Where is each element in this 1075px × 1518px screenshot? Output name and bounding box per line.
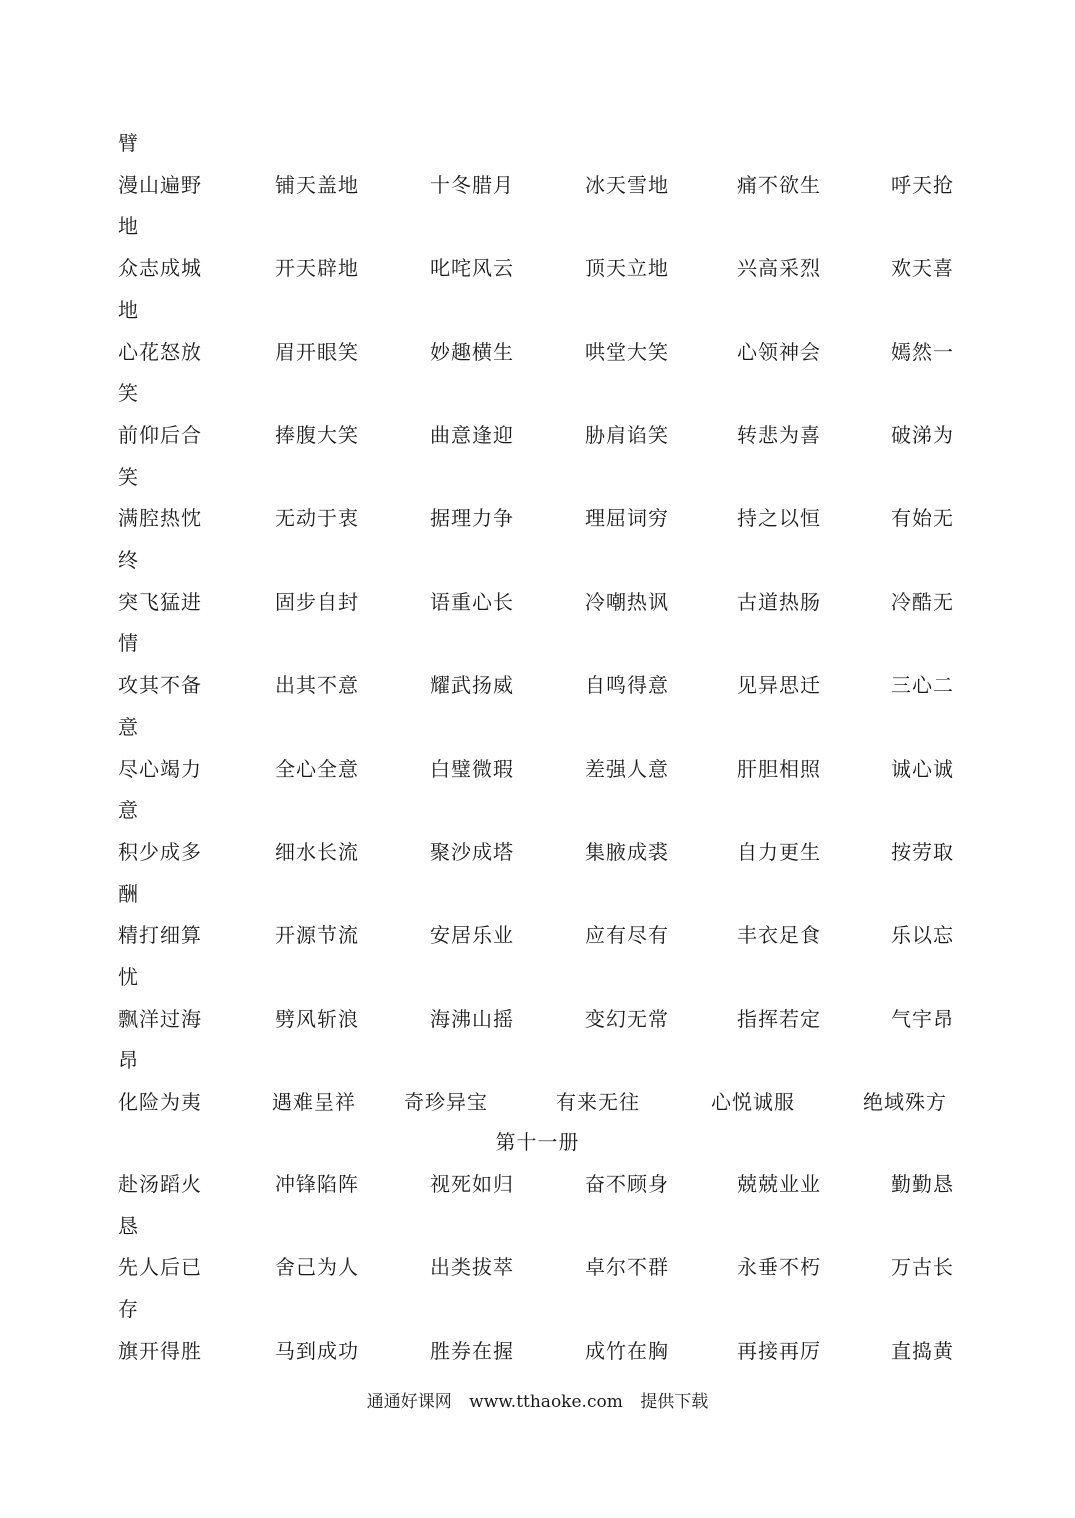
idiom: 兢兢业业 [737, 1172, 821, 1196]
idiom: 恳 [118, 1213, 139, 1238]
idiom-row-continuation [0, 456, 1075, 498]
idiom: 劈风斩浪 [275, 1006, 359, 1031]
idiom: 漫山遍野 [118, 172, 202, 197]
idiom: 无动于衷 [275, 506, 359, 531]
idiom-row-continuation [0, 289, 1075, 331]
idiom-row [0, 998, 1075, 1040]
idiom: 铺天盖地 [275, 172, 359, 197]
idiom: 心花怒放 [118, 339, 202, 364]
idiom: 固步自封 [275, 589, 359, 614]
footer-url[interactable]: www.tthaoke.com [469, 1392, 623, 1412]
idiom: 理屈词穷 [585, 506, 669, 531]
idiom: 开源节流 [275, 923, 359, 948]
idiom: 细水长流 [275, 839, 359, 864]
idiom-row [0, 1163, 1075, 1205]
idiom: 勤勤恳 [891, 1172, 954, 1196]
idiom: 前仰后合 [118, 422, 202, 447]
idiom: 再接再厉 [737, 1338, 821, 1363]
idiom: 嫣然一 [891, 339, 954, 364]
idiom-row [0, 331, 1075, 373]
idiom-row-continuation [0, 122, 1075, 164]
idiom: 终 [118, 548, 139, 572]
idiom: 胁肩谄笑 [585, 422, 669, 447]
idiom-row [0, 748, 1075, 790]
idiom: 冲锋陷阵 [275, 1172, 359, 1196]
idiom: 妙趣横生 [430, 339, 514, 364]
idiom-row-continuation [0, 956, 1075, 998]
idiom: 精打细算 [118, 923, 202, 948]
idiom: 气宇昂 [891, 1006, 954, 1031]
idiom: 按劳取 [891, 839, 954, 864]
idiom: 变幻无常 [585, 1006, 669, 1031]
idiom-row-continuation [0, 873, 1075, 915]
idiom: 满腔热忱 [118, 506, 202, 531]
idiom: 忧 [118, 965, 139, 989]
idiom: 马到成功 [275, 1338, 359, 1363]
idiom: 成竹在胸 [585, 1338, 669, 1363]
idiom: 有始无 [891, 506, 954, 531]
idiom: 据理力争 [430, 506, 514, 531]
idiom: 乐以忘 [891, 923, 954, 948]
idiom: 三心二 [891, 673, 954, 698]
idiom: 永垂不朽 [737, 1255, 821, 1280]
idiom: 出其不意 [275, 673, 359, 698]
idiom: 突飞猛进 [118, 589, 202, 614]
idiom: 直捣黄 [891, 1338, 954, 1363]
idiom: 攻其不备 [118, 673, 202, 698]
idiom: 古道热肠 [737, 589, 821, 614]
idiom: 笑 [118, 464, 139, 489]
idiom: 十冬腊月 [430, 172, 514, 197]
idiom: 酬 [118, 881, 139, 906]
idiom-row-continuation [0, 372, 1075, 414]
idiom: 笑 [118, 381, 139, 406]
idiom-row-continuation [0, 1039, 1075, 1081]
idiom: 冷酷无 [891, 589, 954, 614]
idiom: 意 [118, 798, 139, 823]
idiom: 积少成多 [118, 839, 202, 864]
idiom: 心领神会 [737, 339, 821, 364]
idiom: 捧腹大笑 [275, 422, 359, 447]
idiom: 呼天抢 [891, 172, 954, 197]
idiom: 应有尽有 [585, 923, 669, 948]
idiom: 绝域殊方 [863, 1090, 947, 1115]
idiom-row [0, 1246, 1075, 1288]
idiom: 赴汤蹈火 [118, 1172, 202, 1196]
idiom: 见异思迁 [737, 673, 821, 698]
idiom-row-continuation [0, 706, 1075, 748]
idiom: 开天辟地 [275, 256, 359, 281]
idiom: 奋不顾身 [585, 1172, 669, 1196]
idiom: 出类拔萃 [430, 1255, 514, 1280]
idiom-row-continuation [0, 539, 1075, 581]
idiom: 耀武扬威 [430, 673, 514, 698]
idiom: 冷嘲热讽 [585, 589, 669, 614]
idiom-row-continuation [0, 789, 1075, 831]
idiom: 旗开得胜 [118, 1338, 202, 1363]
idiom: 叱咤风云 [430, 256, 514, 281]
idiom: 飘洋过海 [118, 1006, 202, 1031]
idiom: 顶天立地 [585, 256, 669, 281]
idiom: 肝胆相照 [737, 756, 821, 781]
idiom: 视死如归 [430, 1172, 514, 1196]
idiom: 地 [118, 214, 139, 239]
idiom: 尽心竭力 [118, 756, 202, 781]
idiom: 有来无往 [556, 1090, 640, 1115]
idiom-row [0, 914, 1075, 956]
idiom: 安居乐业 [430, 923, 514, 948]
idiom: 眉开眼笑 [275, 339, 359, 364]
idiom: 情 [118, 631, 139, 656]
idiom: 化险为夷 [118, 1090, 202, 1115]
idiom: 语重心长 [430, 589, 514, 614]
section-title: 第十一册 [495, 1130, 580, 1154]
idiom: 曲意逢迎 [430, 422, 514, 447]
footer-suffix: 提供下载 [640, 1392, 709, 1412]
idiom: 指挥若定 [737, 1006, 821, 1031]
idiom-row-continuation [0, 622, 1075, 664]
idiom: 集腋成裘 [585, 839, 669, 864]
idiom-row [0, 581, 1075, 623]
idiom: 痛不欲生 [737, 172, 821, 197]
idiom: 存 [118, 1297, 139, 1322]
idiom: 自力更生 [737, 839, 821, 864]
idiom: 破涕为 [891, 422, 954, 447]
idiom: 差强人意 [585, 756, 669, 781]
idiom-row [0, 247, 1075, 289]
idiom-row-continuation [0, 1288, 1075, 1330]
idiom-row [0, 164, 1075, 206]
idiom: 欢天喜 [891, 256, 954, 281]
idiom: 全心全意 [275, 756, 359, 781]
idiom: 兴高采烈 [737, 256, 821, 281]
idiom-row [0, 1081, 1075, 1123]
footer-site-name: 通通好课网 [366, 1392, 452, 1412]
idiom: 海沸山摇 [430, 1006, 514, 1031]
idiom: 地 [118, 297, 139, 322]
idiom: 舍己为人 [275, 1255, 359, 1280]
idiom: 万古长 [891, 1255, 954, 1280]
idiom-row [0, 497, 1075, 539]
idiom: 聚沙成塔 [430, 839, 514, 864]
idiom: 意 [118, 714, 139, 739]
idiom: 卓尔不群 [585, 1255, 669, 1280]
idiom-row [0, 831, 1075, 873]
footer [0, 1384, 1075, 1420]
idiom: 臂 [118, 131, 139, 155]
idiom: 先人后已 [118, 1255, 202, 1280]
idiom: 丰衣足食 [737, 923, 821, 948]
idiom-row [0, 414, 1075, 456]
idiom-row [0, 664, 1075, 706]
idiom: 白璧微瑕 [430, 756, 514, 781]
idiom: 持之以恒 [737, 506, 821, 531]
idiom: 众志成城 [118, 256, 202, 281]
idiom: 诚心诚 [891, 756, 954, 781]
idiom: 自鸣得意 [585, 673, 669, 698]
idiom: 心悦诚服 [711, 1090, 795, 1115]
idiom: 哄堂大笑 [585, 339, 669, 364]
idiom-row-continuation [0, 205, 1075, 247]
idiom: 胜券在握 [430, 1338, 514, 1363]
idiom-row-continuation [0, 1205, 1075, 1247]
idiom: 转悲为喜 [737, 422, 821, 447]
idiom: 冰天雪地 [585, 172, 669, 197]
idiom: 遇难呈祥 [272, 1090, 356, 1115]
idiom-row [0, 1330, 1075, 1372]
idiom: 奇珍异宝 [404, 1090, 488, 1115]
idiom: 昂 [118, 1048, 139, 1073]
